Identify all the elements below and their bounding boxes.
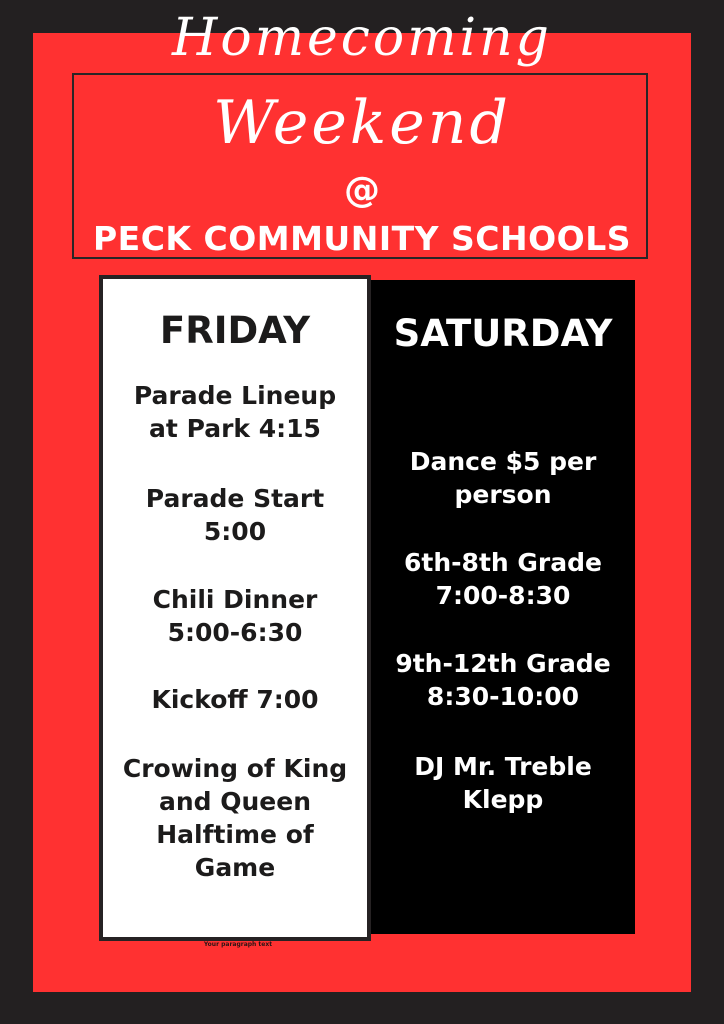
friday-column	[99, 275, 371, 941]
friday-event-parade-lineup: Parade Lineup at Park 4:15	[133, 381, 337, 443]
saturday-column	[371, 280, 635, 934]
title-homecoming: Homecoming	[172, 8, 552, 68]
saturday-event-middle-school: 6th-8th Grade 7:00-8:30	[404, 548, 602, 610]
placeholder-caption: Your paragraph text	[203, 941, 273, 948]
saturday-event-high-school: 9th-12th Grade 8:30-10:00	[395, 649, 611, 711]
school-name: PECK COMMUNITY SCHOOLS	[92, 219, 632, 258]
at-sign: @	[344, 170, 380, 211]
saturday-heading: SATURDAY	[393, 312, 613, 355]
friday-event-parade-start: Parade Start 5:00	[145, 484, 325, 546]
friday-event-crowning: Crowing of King and Queen Halftime of Game	[122, 754, 348, 882]
title-weekend: Weekend	[213, 88, 511, 158]
saturday-event-dance: Dance $5 per person	[409, 447, 597, 509]
friday-heading: FRIDAY	[159, 309, 311, 352]
friday-event-chili-dinner: Chili Dinner 5:00-6:30	[152, 585, 318, 647]
saturday-event-dj: DJ Mr. Treble Klepp	[414, 752, 592, 814]
friday-event-kickoff: Kickoff 7:00	[151, 685, 319, 714]
